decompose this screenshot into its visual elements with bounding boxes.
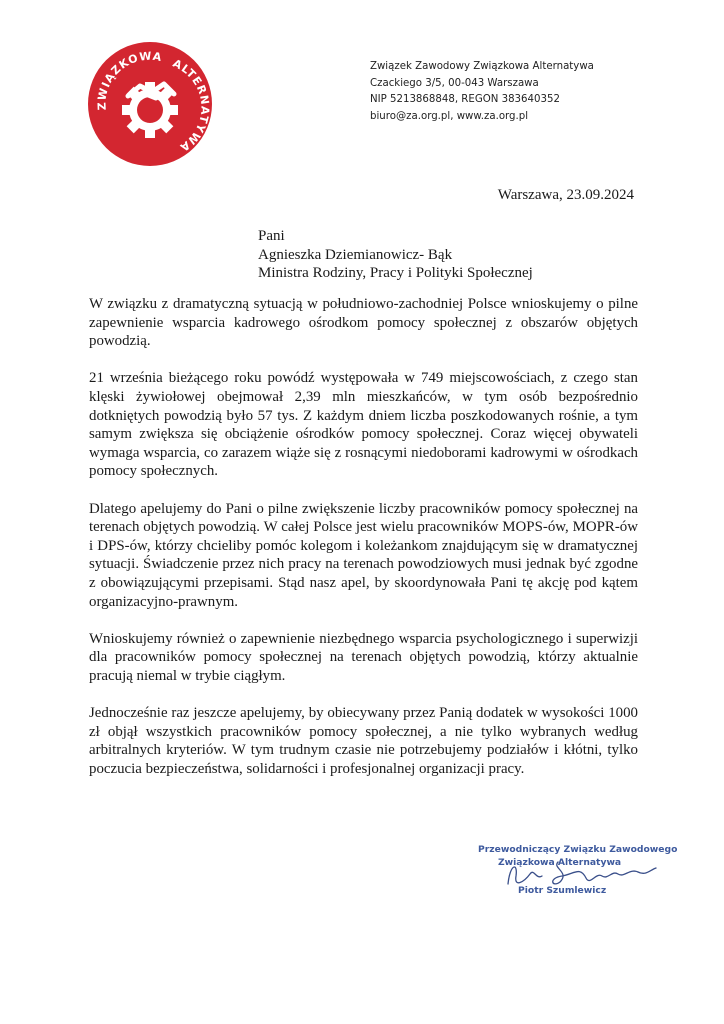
union-logo-graphic — [86, 40, 214, 168]
stamp-signatory-name: Piotr Szumlewicz — [518, 885, 607, 896]
signature-stamp — [470, 836, 678, 906]
addressee-block — [258, 227, 533, 283]
stamp-title: Przewodniczący Związku Zawodowego — [478, 844, 678, 855]
body-paragraph: Wnioskujemy również o zapewnienie niezbędnego wsparcia psychologicznego i superwizji dla pracowników pomocy społecznej na terenach objętych powodzią, którzy aktualnie pracują niemal w trybie ciągłym. — [89, 630, 638, 684]
logo-text-right: ALTERNATYWA — [170, 56, 212, 155]
addressee-title: Ministra Rodziny, Pracy i Polityki Społecznej — [258, 265, 533, 281]
body-paragraph: 21 września bieżącego roku powódź występowała w 749 miejscowościach, z czego stan klęski żywiołowej obejmował 2,39 mln mieszkańców, w tym osób bezpośrednio dotkniętych powodzią było 57 tys. Z każdym dniem liczba poszkodowanych rośnie, a tym samym zwiększa się obciążenie ośrodków pomocy społecznej. Coraz więcej obywateli wymaga wsparcia, co zarazem wiąże się z rosnącymi niedoborami kadrowymi w ośrodkach pomocy społecznych. — [89, 370, 638, 480]
addressee-name: Agnieszka Dziemianowicz- Bąk — [258, 246, 453, 263]
union-logo — [86, 40, 214, 168]
letter-date: Warszawa, 23.09.2024 — [497, 187, 634, 203]
org-name: Związek Zawodowy Związkowa Alternatywa — [370, 61, 594, 72]
body-paragraph: Jednocześnie raz jeszcze apelujemy, by obiecywany przez Panią dodatek w wysokości 1000 zł objął wszystkich pracowników pomocy społecznej, a nie tylko wybranych według arbitralnych kryteriów. W tym trudnym czasie nie potrzebujemy podziałów i kłótni, tylko poczucia bezpieczeństwa, solidarności i profesjonalnej organizacji pracy. — [89, 705, 638, 777]
organization-header — [370, 59, 594, 125]
letter-body — [89, 295, 638, 797]
body-paragraph: Dlatego apelujemy do Pani o pilne zwiększenie liczby pracowników pomocy społecznej na terenach objętych powodzią. W całej Polsce jest wielu pracowników MOPS-ów, MOPR-ów i DPS-ów, którzy chcieliby pomóc kolegom i koleżankom znajdującym się w dramatycznej sytuacji. Świadczenie przez nich pracy na terenach powodziowych musi jednak być zgodne z obowiązującymi przepisami. Stąd nasz apel, by skoordynowała Pani tę akcję pod kątem organizacyjno-prawnym. — [89, 500, 638, 610]
stamp-organization: Związkowa Alternatywa — [498, 857, 622, 868]
logo-text-top: ZWIĄZKOWA — [95, 49, 164, 111]
org-address: Czackiego 3/5, 00-043 Warszawa — [370, 77, 539, 89]
org-ids: NIP 5213868848, REGON 383640352 — [370, 94, 560, 105]
body-paragraph: W związku z dramatyczną sytuacją w południowo-zachodniej Polsce wnioskujemy o pilne zapewnienie wsparcia kadrowego ośrodkom pomocy społecznej z obszarów objętych powodzią. — [89, 296, 638, 350]
addressee-salutation: Pani — [258, 228, 285, 244]
org-contact: biuro@za.org.pl, www.za.org.pl — [370, 110, 529, 122]
